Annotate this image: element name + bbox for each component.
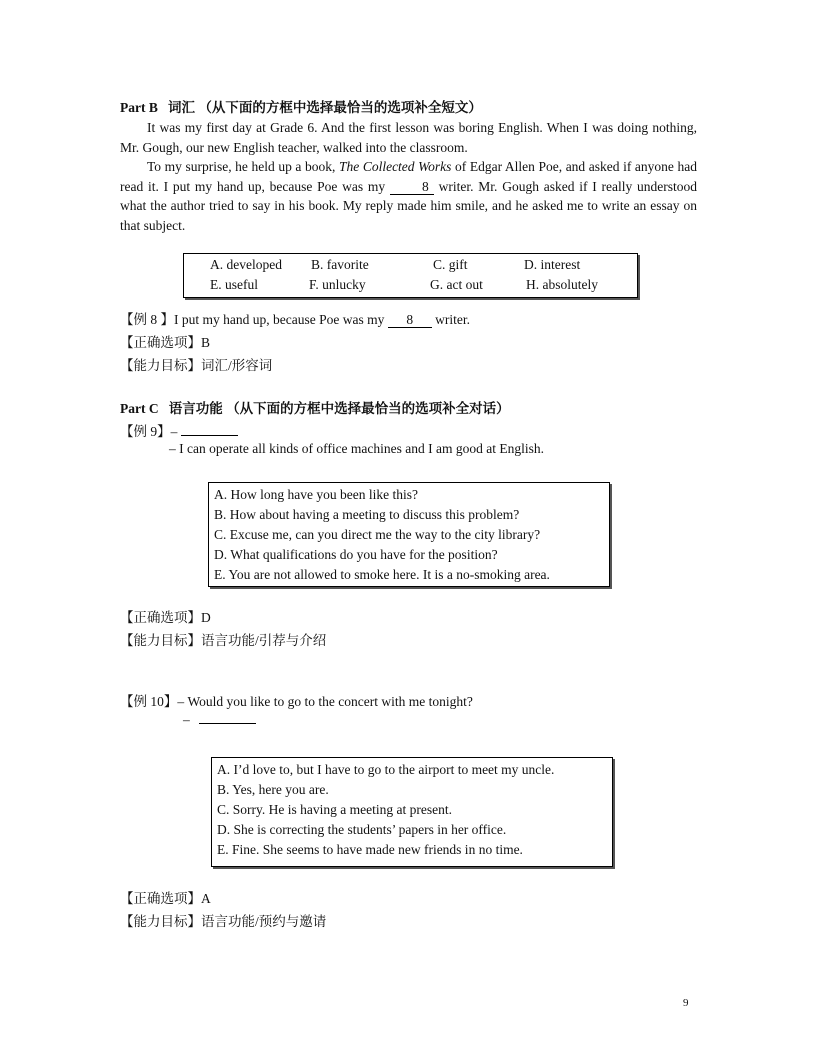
example-10-option-b: B. Yes, here you are. (217, 782, 329, 797)
part-c-heading-en: Part C (120, 401, 159, 416)
part-c-heading-zh: 语言功能 （从下面的方框中选择最恰当的选项补全对话） (168, 401, 510, 416)
example-9-option-a: A. How long have you been like this? (214, 487, 418, 502)
example-9-option-e: E. You are not allowed to smoke here. It is a no-smoking area. (214, 567, 550, 582)
answer-label: 【正确选项】 (120, 335, 201, 350)
option-c: C. gift (433, 257, 468, 272)
example-9-option-b: B. How about having a meeting to discuss this problem? (214, 507, 520, 522)
example-9-goal (120, 629, 326, 649)
passage-paragraph-2-end: writer. Mr. Gough asked if I really understood what the author tried to say in his book. My reply made him smile, and he asked me to write an essay on that subject. (120, 178, 698, 233)
part-b-heading-zh: 词汇 （从下面的方框中选择最恰当的选项补全短文） (168, 100, 482, 115)
example-9-line-1 (120, 420, 238, 440)
example-10-answer (120, 887, 211, 907)
blank-8: 8 (390, 179, 434, 195)
answer-label: 【正确选项】 (120, 610, 201, 625)
example-10-option-e: E. Fine. She seems to have made new friends in no time. (217, 842, 523, 857)
example-8-text-start: I put my hand up, because Poe was my (174, 312, 388, 327)
example-10-line-1 (120, 690, 473, 710)
example-10-option-d: D. She is correcting the students’ papers in her office. (217, 822, 507, 837)
example-10-label: 【例 10】 (120, 694, 178, 709)
passage-paragraph-2-mid: of Edgar Allen Poe, and asked if anyone had read it. I put my hand up, because Poe was my (120, 159, 697, 194)
example-9-blank (181, 423, 238, 436)
example-8-text-end: writer. (431, 312, 470, 327)
goal-label: 【能力目标】 (120, 914, 201, 929)
example-10-line-2 (183, 711, 256, 728)
goal-label: 【能力目标】 (120, 633, 201, 648)
passage-paragraph-2-start: To my surprise, he held up a book, (147, 159, 339, 174)
goal-value: 语言功能/引荐与介绍 (201, 633, 327, 648)
example-8-label: 【例 8 】 (120, 312, 174, 327)
example-9-line-2: – I can operate all kinds of office machines and I am good at English. (169, 441, 545, 456)
example-10-question: – Would you like to go to the concert with me tonight? (177, 694, 473, 709)
example-9-option-d: D. What qualifications do you have for the position? (214, 547, 498, 562)
answer-value: B (201, 335, 211, 350)
example-9-answer (120, 606, 211, 626)
example-10-option-a: A. I’d love to, but I have to go to the airport to meet my uncle. (217, 762, 555, 777)
page-number: 9 (683, 997, 689, 1009)
option-e: E. useful (210, 277, 258, 292)
answer-label: 【正确选项】 (120, 891, 201, 906)
passage-paragraph-2 (120, 157, 697, 235)
option-b: B. favorite (311, 257, 369, 272)
part-b-heading (120, 96, 482, 116)
passage-paragraph-1: It was my first day at Grade 6. And the first lesson was boring English. When I was doing nothing, Mr. Gough, our new English teacher, walked into the classroom. (120, 120, 697, 155)
option-d: D. interest (524, 257, 581, 272)
option-a: A. developed (210, 257, 282, 272)
example-8-blank: 8 (388, 312, 432, 328)
book-title: The Collected Works (338, 159, 452, 174)
example-8-answer (120, 331, 210, 351)
option-g: G. act out (430, 277, 483, 292)
example-9-options-box (208, 482, 610, 587)
example-9-dash: – (170, 424, 181, 439)
example-10-blank (199, 711, 256, 724)
example-10-options-box (211, 757, 613, 867)
example-9-option-c: C. Excuse me, can you direct me the way to the city library? (214, 527, 541, 542)
part-b-heading-en: Part B (120, 100, 158, 115)
goal-value: 语言功能/预约与邀请 (201, 914, 327, 929)
goal-label: 【能力目标】 (120, 358, 201, 373)
example-8 (120, 308, 470, 328)
part-b-options-box (183, 253, 638, 298)
example-10-goal (120, 910, 326, 930)
option-f: F. unlucky (309, 277, 366, 292)
example-8-goal (120, 354, 272, 374)
answer-value: A (201, 891, 211, 906)
answer-value: D (201, 610, 211, 625)
goal-value: 词汇/形容词 (201, 358, 273, 373)
part-c-heading (120, 397, 510, 417)
example-10-option-c: C. Sorry. He is having a meeting at present. (217, 802, 452, 817)
example-9-label: 【例 9】 (120, 424, 171, 439)
example-10-dash: – (183, 712, 194, 727)
option-h: H. absolutely (526, 277, 598, 292)
